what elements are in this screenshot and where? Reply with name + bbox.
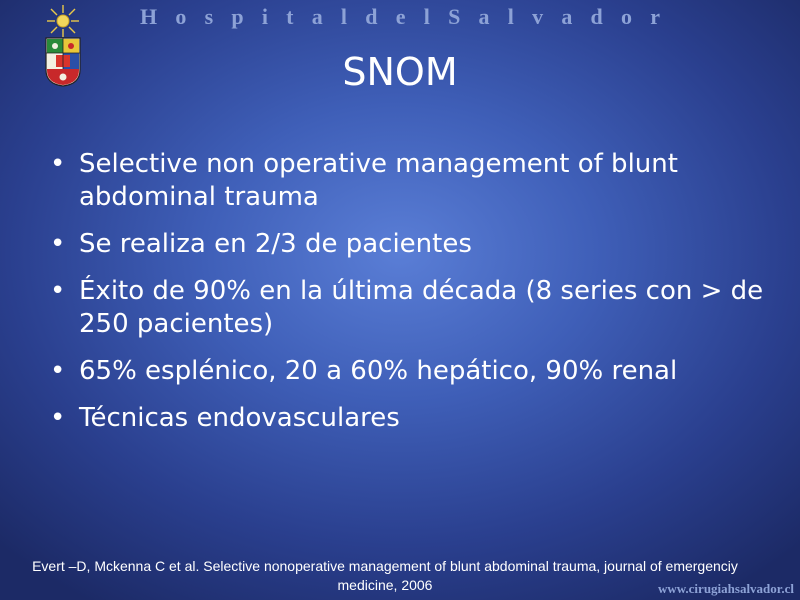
bullet-marker: • [50,356,66,386]
reference-citation: Evert –D, Mckenna C et al. Selective nonoperative management of blunt abdominal trauma, journal of emergenciy medicine, 2006 [32,558,738,593]
header-letter: e [395,4,406,29]
bullet-marker: • [50,229,66,259]
website-url: www.cirugiahsalvador.cl [657,581,794,596]
bullet-text: Selective non operative management of blunt abdominal trauma [79,149,678,212]
header-letter: p [231,4,244,29]
header-letter: s [204,4,214,29]
header-letter: t [286,4,294,29]
bullet-item [50,275,770,341]
header-letter: a [561,4,573,29]
header-letter: l [507,4,514,29]
header-letter: l [423,4,430,29]
header-letter: d [590,4,603,29]
bullet-marker: • [50,149,66,179]
header-letter: S [448,4,461,29]
bullet-text: Se realiza en 2/3 de pacientes [79,229,472,259]
header-letter: v [532,4,544,29]
header-letter: d [365,4,378,29]
header-letter: a [478,4,490,29]
sun-emblem-icon [46,4,80,38]
bullet-marker: • [50,276,66,306]
bullet-text: 65% esplénico, 20 a 60% hepático, 90% renal [79,356,678,386]
bullet-item [50,228,770,261]
header-letter: i [261,4,268,29]
bullet-text: Éxito de 90% en la última década (8 series con > de 250 pacientes) [79,276,764,339]
bullet-item [50,148,770,214]
bullet-item [50,402,770,435]
header-letter: r [650,4,660,29]
header-letter: a [311,4,323,29]
header-letter: o [621,4,632,29]
header-letter: o [175,4,187,29]
hospital-header [140,4,660,30]
bullet-text: Técnicas endovasculares [79,403,400,433]
bullet-item [50,355,770,388]
bullet-marker: • [50,403,66,433]
header-letter: H [140,4,158,29]
slide-title: SNOM [342,50,458,94]
bullet-list [50,148,770,449]
header-letter: l [340,4,348,29]
